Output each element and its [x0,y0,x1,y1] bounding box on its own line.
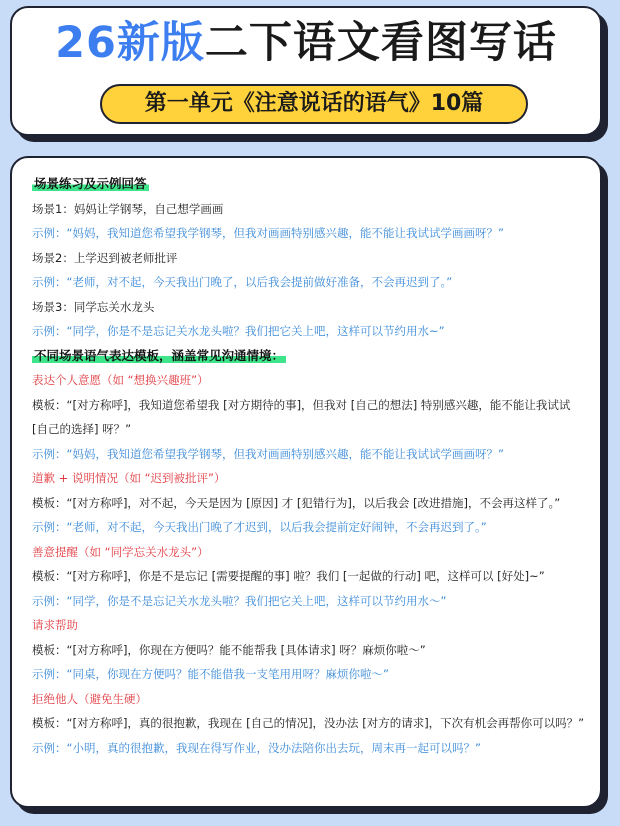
template-example: 示例：“同学，你是不是忘记关水龙头啦？我们把它关上吧，这样可以节约用水～” [32,593,447,608]
template-line: 模板：“[对方称呼]，对不起，今天是因为 [原因] 才 [犯错行为]，以后我会 [改进措施]，不会再这样了。” [32,495,561,510]
template-line: 模板：“[对方称呼]，真的很抱歉，我现在 [自己的情况]，没办法 [对方的请求]，下次有机会再帮你可以吗？” [32,716,585,730]
scene-line: 场景1：妈妈让学钢琴，自己想学画画 [32,201,224,216]
template-category: 请求帮助 [32,618,78,632]
template-line: 模板：“[对方称呼]，我知道您希望我 [对方期待的事]，但我对 [自己的想法] 特别感兴趣，能不能让我试试 [自己的选择] 呀？” [32,397,571,436]
section-heading-templates [32,344,584,369]
template-example: 示例：“老师，对不起，今天我出门晚了才迟到，以后我会提前定好闹钟，不会再迟到了。” [32,520,487,534]
template-line: 模板：“[对方称呼]，你是不是忘记 [需要提醒的事] 啦？我们 [一起做的行动] 吧，这样可以 [好处]~” [32,569,545,583]
section-heading-scenes [32,172,584,197]
template-category: 善意提醒（如 “同学忘关水龙头”） [32,544,209,559]
content-card [10,156,602,808]
scene-example: 示例：“同学，你是不是忘记关水龙头啦？我们把它关上吧，这样可以节约用水~” [32,324,445,338]
highlight-heading: 不同场景语气表达模板，涵盖常见沟通情境： [34,347,285,363]
title-main: 二下语文看图写话 [204,18,557,68]
subtitle-pill [100,84,528,124]
template-category: 表达个人意愿（如 “想换兴趣班”） [32,373,209,387]
scene-example: 示例：“妈妈，我知道您希望我学钢琴，但我对画画特别感兴趣，能不能让我试试学画画呀？” [32,226,504,240]
scene-example: 示例：“老师，对不起，今天我出门晚了，以后我会提前做好准备，不会再迟到了。” [32,275,453,289]
scene-line: 场景2：上学迟到被老师批评 [32,250,178,265]
scene-line: 场景3：同学忘关水龙头 [32,299,155,314]
title-prefix: 26新版 [55,18,205,68]
subtitle-text: 第一单元《注意说话的语气》10篇 [144,91,484,116]
highlight-heading: 场景练习及示例回答 [34,176,147,191]
header-card [10,6,602,136]
template-line: 模板：“[对方称呼]，你现在方便吗？能不能帮我 [具体请求] 呀？麻烦你啦～” [32,642,426,657]
page-title [12,16,600,70]
template-example: 示例：“同桌，你现在方便吗？能不能借我一支笔用用呀？麻烦你啦～” [32,667,389,681]
template-category: 道歉 + 说明情况（如 “迟到被批评”） [32,471,226,485]
template-example: 示例：“妈妈，我知道您希望我学钢琴，但我对画画特别感兴趣，能不能让我试试学画画呀？” [32,446,504,461]
template-category: 拒绝他人（避免生硬） [32,691,147,706]
template-example: 示例：“小明，真的很抱歉，我现在得写作业，没办法陪你出去玩，周末再一起可以吗？” [32,740,481,755]
